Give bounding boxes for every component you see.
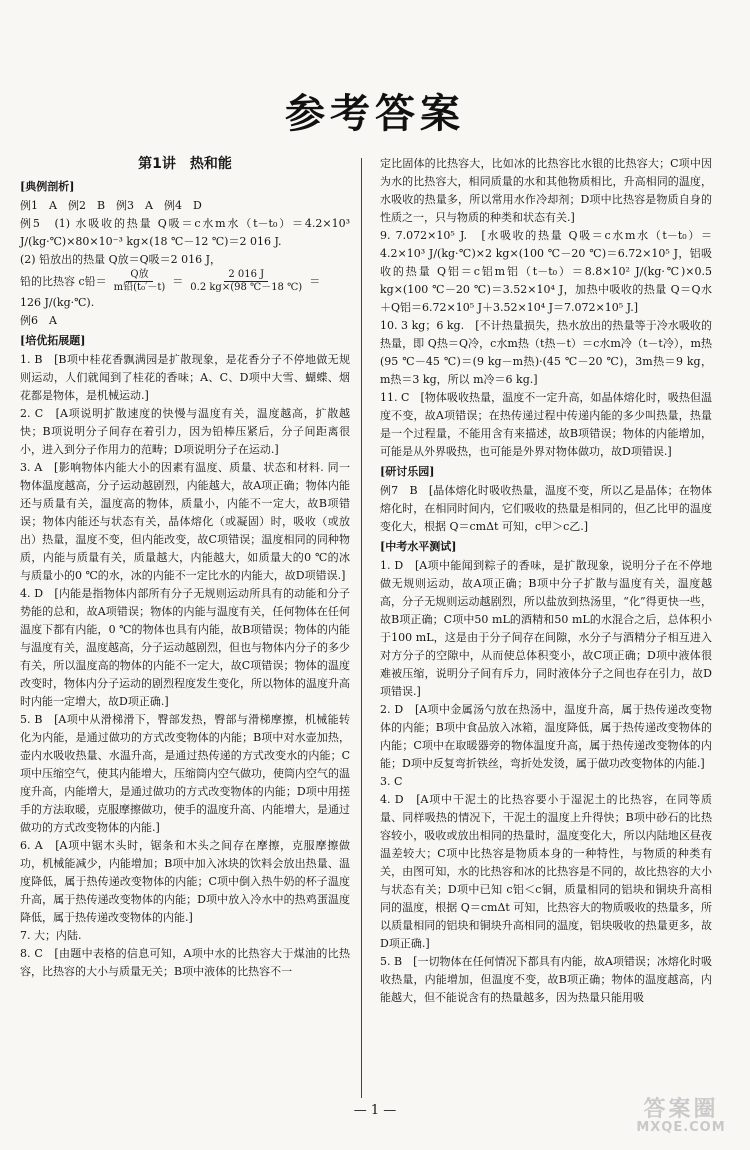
answer-4: 4. D [内能是指物体内部所有分子无规则运动所具有的动能和分子势能的总和，故A项错误；物体的内能与温度有关，任何物体在任何温度下都有内能，0 ℃的物体也具有内能，故B项错误；物体的内能与温度有关，温度越高，分子运动越剧烈，但也与物体内分子的多少有关，所以温度高的物体的内能不一定大，故C项错误；物体的温度改变时，物体内分子运动的剧烈程度发生变化，所以物体的温度升高时内能一定增大，故D项正确.] (20, 587, 350, 708)
test-answer-2: 2. D [A项中金属汤勺放在热汤中，温度升高，属于热传递改变物体的内能；B项中食品放入冰箱，温度降低，属于热传递改变物体的内能；C项中在取暖器旁的物体温度升高，属于热传递改变物体的内能；D项中反复弯折铁丝，弯折处发烫，属于做功改变物体的内能.] (380, 703, 712, 770)
column-divider (361, 158, 362, 1098)
answer-1: 1. B [B项中桂花香飘满园是扩散现象，是花香分子不停地做无规则运动，人们就闻到了桂花的香味；A、C、D项中大雪、蝴蝶、烟花都是物体，是机械运动.] (20, 353, 350, 402)
example-5-part1: 例5 (1) 水吸收的热量 Q吸＝c水m水（t－t₀）＝4.2×10³ J/(kg·℃)×80×10⁻³ kg×(18 ℃－12 ℃)＝2 016 J. (20, 217, 350, 248)
page-number: — 1 — (353, 1103, 397, 1118)
example-5-part2: (2) 铅放出的热量 Q放＝Q吸＝2 016 J， (20, 253, 222, 266)
formula-label: 铅的比热容 c铅＝ (20, 274, 107, 288)
answer-6: 6. A [A项中锯木头时，锯条和木头之间存在摩擦，克服摩擦做功，机械能减少，内能增加；B项中加入冰块的饮料会放出热量、温度降低，属于热传递改变物体的内能；C项中倒入热牛奶的杯子温度升高，属于热传递改变物体的内能；D项中放入冷水中的热鸡蛋温度降低，属于热传递改变物体的内能.] (20, 839, 350, 924)
example-5-result: 126 J/(kg·℃). (20, 296, 95, 309)
example-7: 例7 B [晶体熔化时吸收热量，温度不变，所以乙是晶体；在物体熔化时，在相同时间内，它们吸收的热量是相同的，但乙比甲的温度变化大，根据 Q＝cmΔt 可知，c甲＞c乙.] (380, 484, 712, 533)
section-exam-test: [中考水平测试] (380, 540, 457, 553)
answer-10: 10. 3 kg；6 kg. [不计热量损失，热水放出的热量等于冷水吸收的热量，即 Q热＝Q冷，c水m热（t热－t）＝c水m冷（t－t冷），m热(95 ℃－45 ℃)＝(9 kg－m热)·(45 ℃－20 ℃)，3m热＝9 kg，m热＝3 kg，所以 m冷＝6 kg.] (380, 319, 712, 386)
answer-2: 2. C [A项说明扩散速度的快慢与温度有关，温度越高，扩散越快；B项说明分子间存在着引力，因为铅棒压紧后，分子间距离很小，进入到分子作用力的范畴；D项说明分子在运动.] (20, 407, 350, 456)
section-discussion: [研讨乐园] (380, 465, 435, 478)
right-column (380, 155, 712, 1007)
lecture-heading: 第1讲 热和能 (138, 156, 232, 172)
section-typical-analysis: [典例剖析] (20, 180, 75, 193)
fraction-1-numerator: Q放 (126, 269, 152, 282)
fraction-2 (186, 269, 306, 294)
fraction-2-denominator: 0.2 kg×(98 ℃－18 ℃) (190, 282, 303, 293)
answer-9: 9. 7.072×10⁵ J. [水吸收的热量 Q吸＝c水m水（t－t₀）＝4.2×10³ J/(kg·℃)×2 kg×(100 ℃－20 ℃)＝6.72×10⁵ J，铝吸收的热量 Q铝＝c铝m铝（t－t₀）＝8.8×10² J/(kg·℃)×0.5 kg×(100 ℃－20 ℃)＝3.52×10⁴ J，加热中吸收的热量 Q＝Q水＋Q铝＝6.72×10⁵ J＋3.52×10⁴ J＝7.072×10⁵ J.] (380, 229, 712, 314)
watermark-text-bottom: MXQE.COM (636, 1120, 726, 1135)
watermark-logo (622, 1096, 740, 1138)
watermark-text-top: 答案圈 (643, 1097, 719, 1122)
section-training: [培优拓展题] (20, 334, 86, 347)
fraction-1-denominator: m铅(t₀′－t) (113, 282, 166, 293)
example-6: 例6 A (20, 314, 57, 327)
left-column (20, 155, 350, 981)
equals-sign: ＝ (172, 274, 184, 288)
test-answer-4: 4. D [A项中干泥土的比热容要小于湿泥土的比热容，在同等质量、同样吸热的情况下，干泥土的温度上升得快；B项中砂石的比热容较小，吸收或放出相同的热量时，温度变化大，所以内陆地区昼夜温差较大；C项中比热容是物质本身的一种特性，与物质的种类有关，由图可知，水的比热容和冰的比热容是不同的，故比热容的大小与状态有关；D项中已知 c铝＜c铜，质量相同的铝块和铜块升高相同的温度，根据 Q＝cmΔt 可知，比热容大的物质吸收的热量多，所以质量相同的铝块和铜块升高相同的温度，铝块吸收的热量更多，故D项正确.] (380, 793, 712, 950)
fraction-1 (110, 269, 170, 294)
answer-8: 8. C [由题中表格的信息可知，A项中水的比热容大于煤油的比热容，比热容的大小与质量无关；B项中液体的比热容不一 (20, 947, 350, 978)
answer-7: 7. 大；内陆. (20, 929, 82, 942)
fraction-2-numerator: 2 016 J (224, 269, 268, 282)
page-title: 参考答案 (285, 91, 465, 137)
answer-5: 5. B [A项中从滑梯滑下，臀部发热，臀部与滑梯摩擦，机械能转化为内能，是通过做功的方式改变物体的内能；B项中对水壶加热，壶内水吸收热量、水温升高，是通过热传递的方式改变水的内能；C项中压缩空气，使其内能增大，压缩筒内空气做功，使筒内空气的温度升高，内能增大，是通过做功的方式改变物体的内能；D项中用搓手的方法取暖，克服摩擦做功，使手的温度升高、内能增大，是通过做功的方式改变物体的内能.] (20, 713, 350, 834)
test-answer-3: 3. C (380, 775, 403, 788)
answer-11: 11. C [物体吸收热量，温度不一定升高，如晶体熔化时，吸热但温度不变，故A项错误；在热传递过程中传递内能的多少叫热量，热量是一个过程量，不能用含有来描述，故B项错误；物体的内能增加，可能是从外界吸热，也可能是外界对物体做功，故D项错误.] (380, 391, 712, 458)
equals-sign-2: ＝ (309, 274, 321, 288)
test-answer-5: 5. B [一切物体在任何情况下都具有内能，故A项错误；冰熔化时吸收热量，内能增加，但温度不变，故B项正确；物体的温度越高，内能越大，但不能说含有的热量越多，因为热量只能用吸 (380, 955, 712, 1004)
answer-3: 3. A [影响物体内能大小的因素有温度、质量、状态和材料. 同一物体温度越高，分子运动越剧烈，内能越大，故A项正确；物体内能还与质量有关，温度高的物体，质量小，内能不一定大，故B项错误；物体内能还与状态有关，晶体熔化（或凝固）时，吸收（或放出）热量，温度不变，但内能改变，故C项错误；温度相同的同种物质，内能与质量有关，质量越大，内能越大，如质量大的0 ℃的冰与质量小的0 ℃的水，冰的内能不一定比水的内能大，故D项错误.] (20, 461, 350, 582)
example-5-formula (20, 269, 350, 294)
examples-1-4: 例1 A 例2 B 例3 A 例4 D (20, 199, 202, 212)
answer-8-continued: 定比固体的比热容大，比如冰的比热容比水银的比热容大；C项中因为水的比热容大，相同质量的水和其他物质相比，升高相同的温度，水吸收的热量多，所以常用水作冷却剂；D项中比热容是物质自身的性质之一，只与物质的种类和状态有关.] (380, 157, 712, 224)
test-answer-1: 1. D [A项中能闻到粽子的香味，是扩散现象，说明分子在不停地做无规则运动，故A项正确；B项中分子扩散与温度有关，温度越高，分子无规则运动越剧烈，所以盐放到热汤里，“化”得更快一些，故B项正确；C项中50 mL的酒精和50 mL的水混合之后，总体积小于100 mL，这是由于分子间存在间隙，水分子与酒精分子相互进入对方分子的空隙中，从而使总体积变小，故C项正确；D项中液体很难被压缩，说明分子间有斥力，同时液体分子之间也存在引力，故D项错误.] (380, 559, 712, 698)
